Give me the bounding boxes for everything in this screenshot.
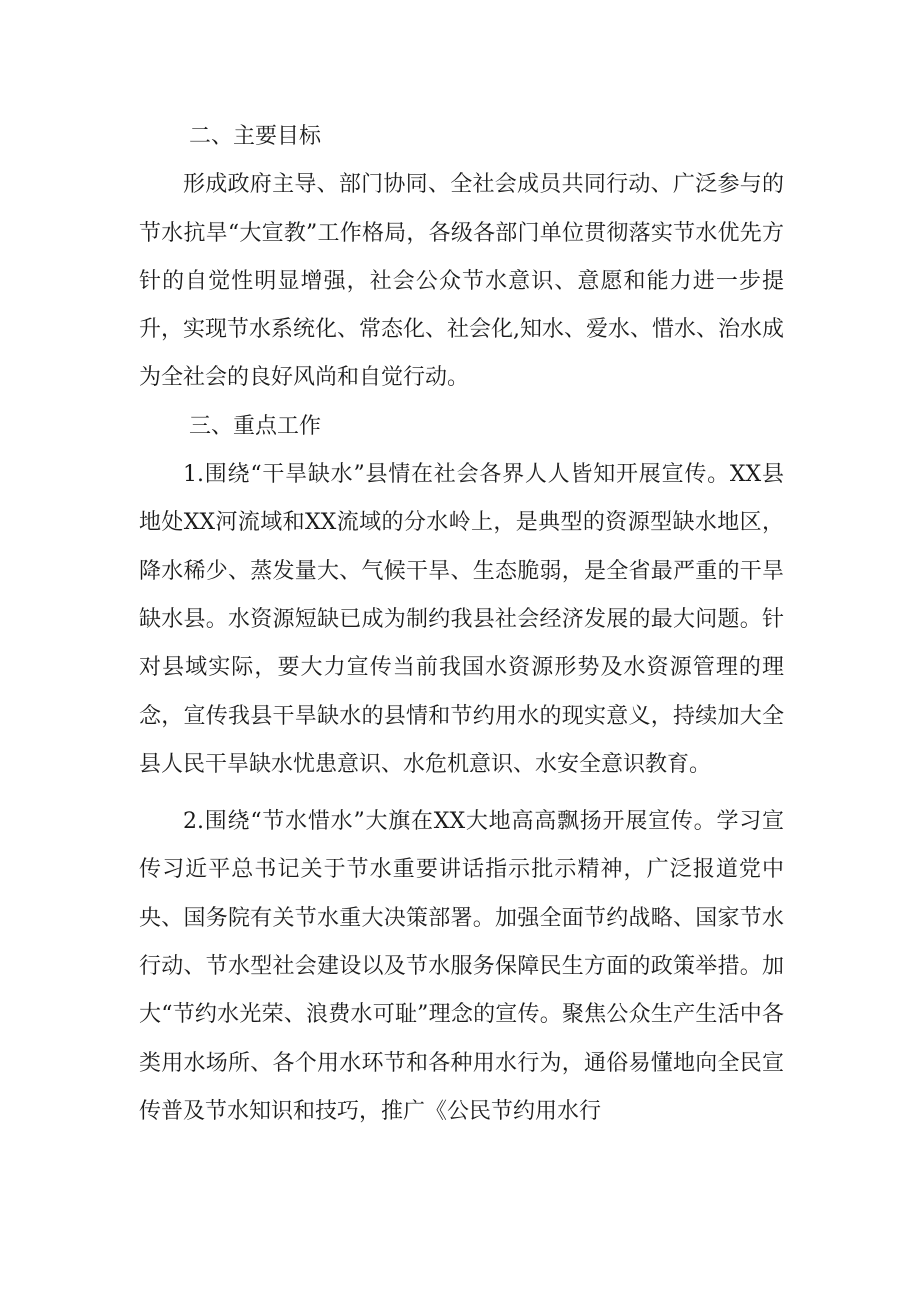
paragraph-key-work-1: 1.围绕“干旱缺水”县情在社会各界人人皆知开展宣传。XX县地处XX河流域和XX流域的分水岭上，是典型的资源型缺水地区，降水稀少、蒸发量大、气候干旱、生态脆弱，是全省最严重的干旱缺水县。水资源短缺已成为制约我县社会经济发展的最大问题。针对县域实际，要大力宣传当前我国水资源形势及水资源管理的理念，宣传我县干旱缺水的县情和节约用水的现实意义，持续加大全县人民干旱缺水忧患意识、水危机意识、水安全意识教育。 [139,462,784,777]
paragraph-key-work-2: 2.围绕“节水惜水”大旗在XX大地高高飘扬开展宣传。学习宣传习近平总书记关于节水重要讲话指示批示精神，广泛报道党中央、国务院有关节水重大决策部署。加强全面节约战略、国家节水行动、节水型社会建设以及节水服务保障民生方面的政策举措。加大“节约水光荣、浪费水可耻”理念的宣传。聚焦公众生产生活中各类用水场所、各个用水环节和各种用水行为，通俗易懂地向全民宣传普及节水知识和技巧，推广《公民节约用水行 [139,809,784,1124]
paragraph-main-goals: 形成政府主导、部门协同、全社会成员共同行动、广泛参与的节水抗旱“大宣教”工作格局，各级各部门单位贯彻落实节水优先方针的自觉性明显增强，社会公众节水意识、意愿和能力进一步提升，实现节水系统化、常态化、社会化,知水、爱水、惜水、治水成为全社会的良好风尚和自觉行动。 [139,172,784,391]
section-heading-key-work: 三、重点工作 [189,413,322,439]
document-body [139,113,784,1136]
section-heading-main-goals: 二、主要目标 [189,124,322,149]
